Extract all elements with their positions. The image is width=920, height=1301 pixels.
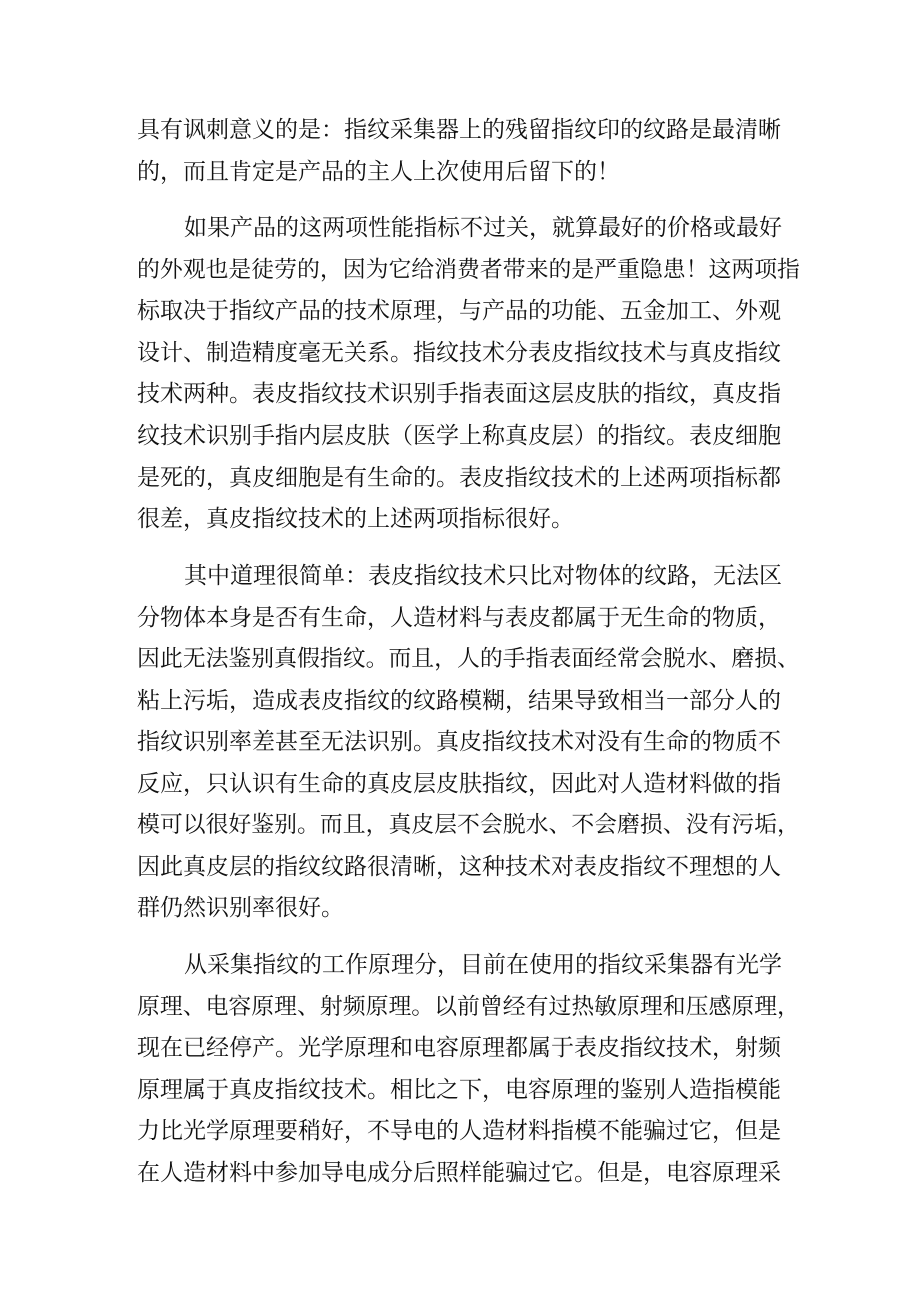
text-line: 粘上污垢，造成表皮指纹的纹路模糊，结果导致相当一部分人的 — [137, 688, 781, 714]
text-line: 的外观也是徒劳的，因为它给消费者带来的是严重隐患！这两项指 — [137, 257, 800, 283]
text-line: 指纹识别率差甚至无法识别。真皮指纹技术对没有生命的物质不 — [137, 729, 781, 755]
text-line: 纹技术识别手指内层皮肤（医学上称真皮层）的指纹。表皮细胞 — [137, 423, 781, 449]
text-line: 现在已经停产。光学原理和电容原理都属于表皮指纹技术，射频 — [137, 1035, 781, 1061]
text-line: 很差，真皮指纹技术的上述两项指标很好。 — [137, 506, 574, 532]
text-line: 标取决于指纹产品的技术原理，与产品的功能、五金加工、外观 — [137, 298, 781, 324]
text-line: 其中道理很简单：表皮指纹技术只比对物体的纹路，无法区 — [184, 563, 782, 589]
text-line: 在人造材料中参加导电成分后照样能骗过它。但是，电容原理采 — [137, 1160, 781, 1186]
text-line: 因此真皮层的指纹纹路很清晰，这种技术对表皮指纹不理想的人 — [137, 854, 781, 880]
text-line: 模可以很好鉴别。而且，真皮层不会脱水、不会磨损、没有污垢， — [137, 812, 800, 838]
text-line: 反应，只认识有生命的真皮层皮肤指纹，因此对人造材料做的指 — [137, 771, 781, 797]
text-line: 技术两种。表皮指纹技术识别手指表面这层皮肤的指纹，真皮指 — [137, 381, 781, 407]
text-line: 力比光学原理要稍好，不导电的人造材料指模不能骗过它，但是 — [137, 1118, 781, 1144]
text-line: 原理、电容原理、射频原理。以前曾经有过热敏原理和压感原理， — [137, 994, 800, 1020]
text-line: 如果产品的这两项性能指标不过关，就算最好的价格或最好 — [184, 215, 782, 241]
text-line: 群仍然识别率很好。 — [137, 895, 344, 921]
text-line: 具有讽刺意义的是：指纹采集器上的残留指纹印的纹路是最清晰 — [137, 117, 781, 143]
text-line: 分物体本身是否有生命，人造材料与表皮都属于无生命的物质， — [137, 605, 781, 631]
text-line: 从采集指纹的工作原理分，目前在使用的指纹采集器有光学 — [184, 952, 782, 978]
text-line: 原理属于真皮指纹技术。相比之下，电容原理的鉴别人造指模能 — [137, 1077, 781, 1103]
text-line: 是死的，真皮细胞是有生命的。表皮指纹技术的上述两项指标都 — [137, 465, 781, 491]
text-line: 的，而且肯定是产品的主人上次使用后留下的！ — [137, 159, 620, 185]
text-line: 因此无法鉴别真假指纹。而且，人的手指表面经常会脱水、磨损、 — [137, 646, 800, 672]
text-line: 设计、制造精度毫无关系。指纹技术分表皮指纹技术与真皮指纹 — [137, 340, 781, 366]
